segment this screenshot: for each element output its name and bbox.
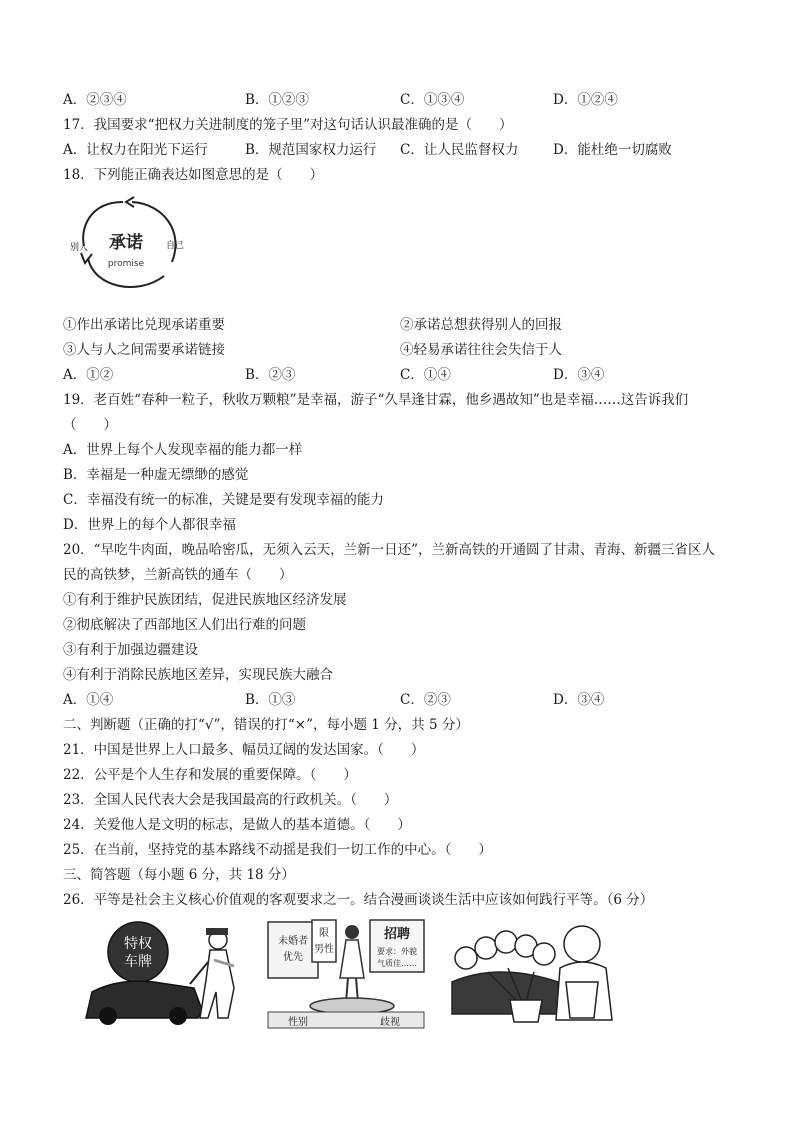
q20-option-d: D．③④ bbox=[553, 692, 605, 708]
q25: 25．在当前，坚持党的基本路线不动摇是我们一切工作的中心。（ ） bbox=[63, 842, 492, 858]
q18-option-d: D．③④ bbox=[553, 367, 605, 383]
q19-option-c: C．幸福没有统一的标准，关键是要有发现幸福的能力 bbox=[63, 492, 384, 508]
q20-stem-cont: 民的高铁梦，兰新高铁的通车（ ） bbox=[63, 567, 293, 583]
ground-label-discrimination: 歧视 bbox=[380, 1017, 400, 1028]
q17-option-c: C．让人民监督权力 bbox=[400, 142, 519, 158]
q19-stem: 19．老百姓“春种一粒子，秋收万颗粮”是幸福，游子“久旱逢甘霖，他乡遇故知”也是幸福……这告诉我们 bbox=[63, 392, 689, 408]
q17-option-d: D．能杜绝一切腐败 bbox=[553, 142, 672, 158]
q18-option-a: A．①② bbox=[63, 367, 114, 383]
q22: 22．公平是个人生存和发展的重要保障。（ ） bbox=[63, 767, 357, 783]
q16-option-c: C．①③④ bbox=[400, 92, 465, 108]
q24: 24．关爱他人是文明的标志，是做人的基本道德。（ ） bbox=[63, 817, 411, 833]
q20-statement-1: ①有利于维护民族团结，促进民族地区经济发展 bbox=[63, 592, 347, 608]
q19-option-b: B．幸福是一种虚无缥缈的感觉 bbox=[63, 467, 249, 483]
sign-unmarried bbox=[268, 922, 318, 978]
sign-male-only bbox=[312, 920, 336, 962]
ground-label-gender: 性别 bbox=[288, 1017, 308, 1028]
q18-stem: 18．下列能正确表达如图意思的是（ ） bbox=[63, 167, 324, 183]
q18-statement-3: ③人与人之间需要承诺链接 bbox=[63, 342, 225, 358]
balloon-label-1: 特权 bbox=[124, 936, 152, 952]
promise-cycle-figure bbox=[68, 196, 186, 300]
svg-text:要求：外貌: 要求：外貌 bbox=[377, 947, 417, 956]
q16-option-d: D．①②④ bbox=[553, 92, 618, 108]
sign-unmarried-2: 优先 bbox=[283, 952, 303, 963]
figure-label-others: 别人 bbox=[70, 243, 89, 253]
q20-option-a: A．①④ bbox=[63, 692, 114, 708]
wheel-icon bbox=[169, 1007, 187, 1025]
q17-stem: 17．我国要求“把权力关进制度的笼子里”对这句话认识最准确的是（ ） bbox=[63, 117, 513, 133]
q18-option-c: C．①④ bbox=[400, 367, 451, 383]
arrow-icon bbox=[81, 253, 92, 263]
q20-stem: 20．“早吃牛肉面，晚品哈密瓜，无须入云天，兰新一日还”，兰新高铁的开通圆了甘肃、青海、新疆三省区人 bbox=[63, 542, 715, 558]
wheel-icon bbox=[99, 1007, 117, 1025]
q19-option-a: A．世界上每个人发现幸福的能力都一样 bbox=[63, 442, 303, 458]
q18-option-b: B．②③ bbox=[245, 367, 296, 383]
q20-option-c: C．②③ bbox=[400, 692, 451, 708]
q16-option-a: A．②③④ bbox=[63, 92, 127, 108]
svg-text:限: 限 bbox=[319, 928, 329, 939]
cartoon-crowd-bucket bbox=[448, 922, 616, 1026]
bucket-icon bbox=[510, 1000, 542, 1022]
q21: 21．中国是世界上人口最多、幅员辽阔的发达国家。（ ） bbox=[63, 742, 425, 758]
q18-statement-2: ②承诺总想获得别人的回报 bbox=[400, 317, 562, 333]
cartoon-privilege-plate bbox=[78, 918, 254, 1028]
cap-icon bbox=[206, 928, 228, 935]
q19-option-d: D．世界上的每个人都很幸福 bbox=[63, 517, 236, 533]
svg-text:气质佳……: 气质佳…… bbox=[377, 959, 417, 968]
balloon-icon bbox=[108, 922, 168, 982]
woman-head-icon bbox=[345, 925, 359, 939]
old-man-head-icon bbox=[564, 926, 600, 962]
section2-title: 二、判断题（正确的打“√”，错误的打“×”，每小题 1 分，共 5 分） bbox=[63, 717, 469, 733]
cartoon-gender-discrimination bbox=[266, 916, 426, 1030]
q17-option-a: A．让权力在阳光下运行 bbox=[63, 142, 208, 158]
q20-statement-3: ③有利于加强边疆建设 bbox=[63, 642, 198, 658]
svg-text:招聘: 招聘 bbox=[383, 927, 411, 942]
q18-statement-4: ④轻易承诺往往会失信于人 bbox=[400, 342, 562, 358]
figure-label-self: 自己 bbox=[166, 241, 185, 251]
q18-statement-1: ①作出承诺比兑现承诺重要 bbox=[63, 317, 225, 333]
q17-option-b: B．规范国家权力运行 bbox=[245, 142, 377, 158]
q26-stem: 26．平等是社会主义核心价值观的客观要求之一。结合漫画谈谈生活中应该如何践行平等。（6 分） bbox=[63, 892, 654, 908]
promise-center-label: 承诺 bbox=[109, 233, 143, 253]
sign-unmarried-1: 未婚者 bbox=[278, 936, 308, 947]
q20-statement-2: ②彻底解决了西部地区人们出行难的问题 bbox=[63, 617, 306, 633]
q19-stem-cont: （ ） bbox=[63, 417, 117, 433]
section3-title: 三、简答题（每小题 6 分，共 18 分） bbox=[63, 867, 295, 883]
q20-option-b: B．①③ bbox=[245, 692, 296, 708]
q20-statement-4: ④有利于消除民族地区差异，实现民族大融合 bbox=[63, 667, 333, 683]
q16-option-b: B．①②③ bbox=[245, 92, 309, 108]
promise-sub-label: promise bbox=[107, 259, 145, 269]
q23: 23．全国人民代表大会是我国最高的行政机关。（ ） bbox=[63, 792, 398, 808]
svg-text:男性: 男性 bbox=[314, 944, 334, 955]
woman-body-icon bbox=[340, 940, 364, 978]
balloon-label-2: 车牌 bbox=[124, 954, 152, 970]
